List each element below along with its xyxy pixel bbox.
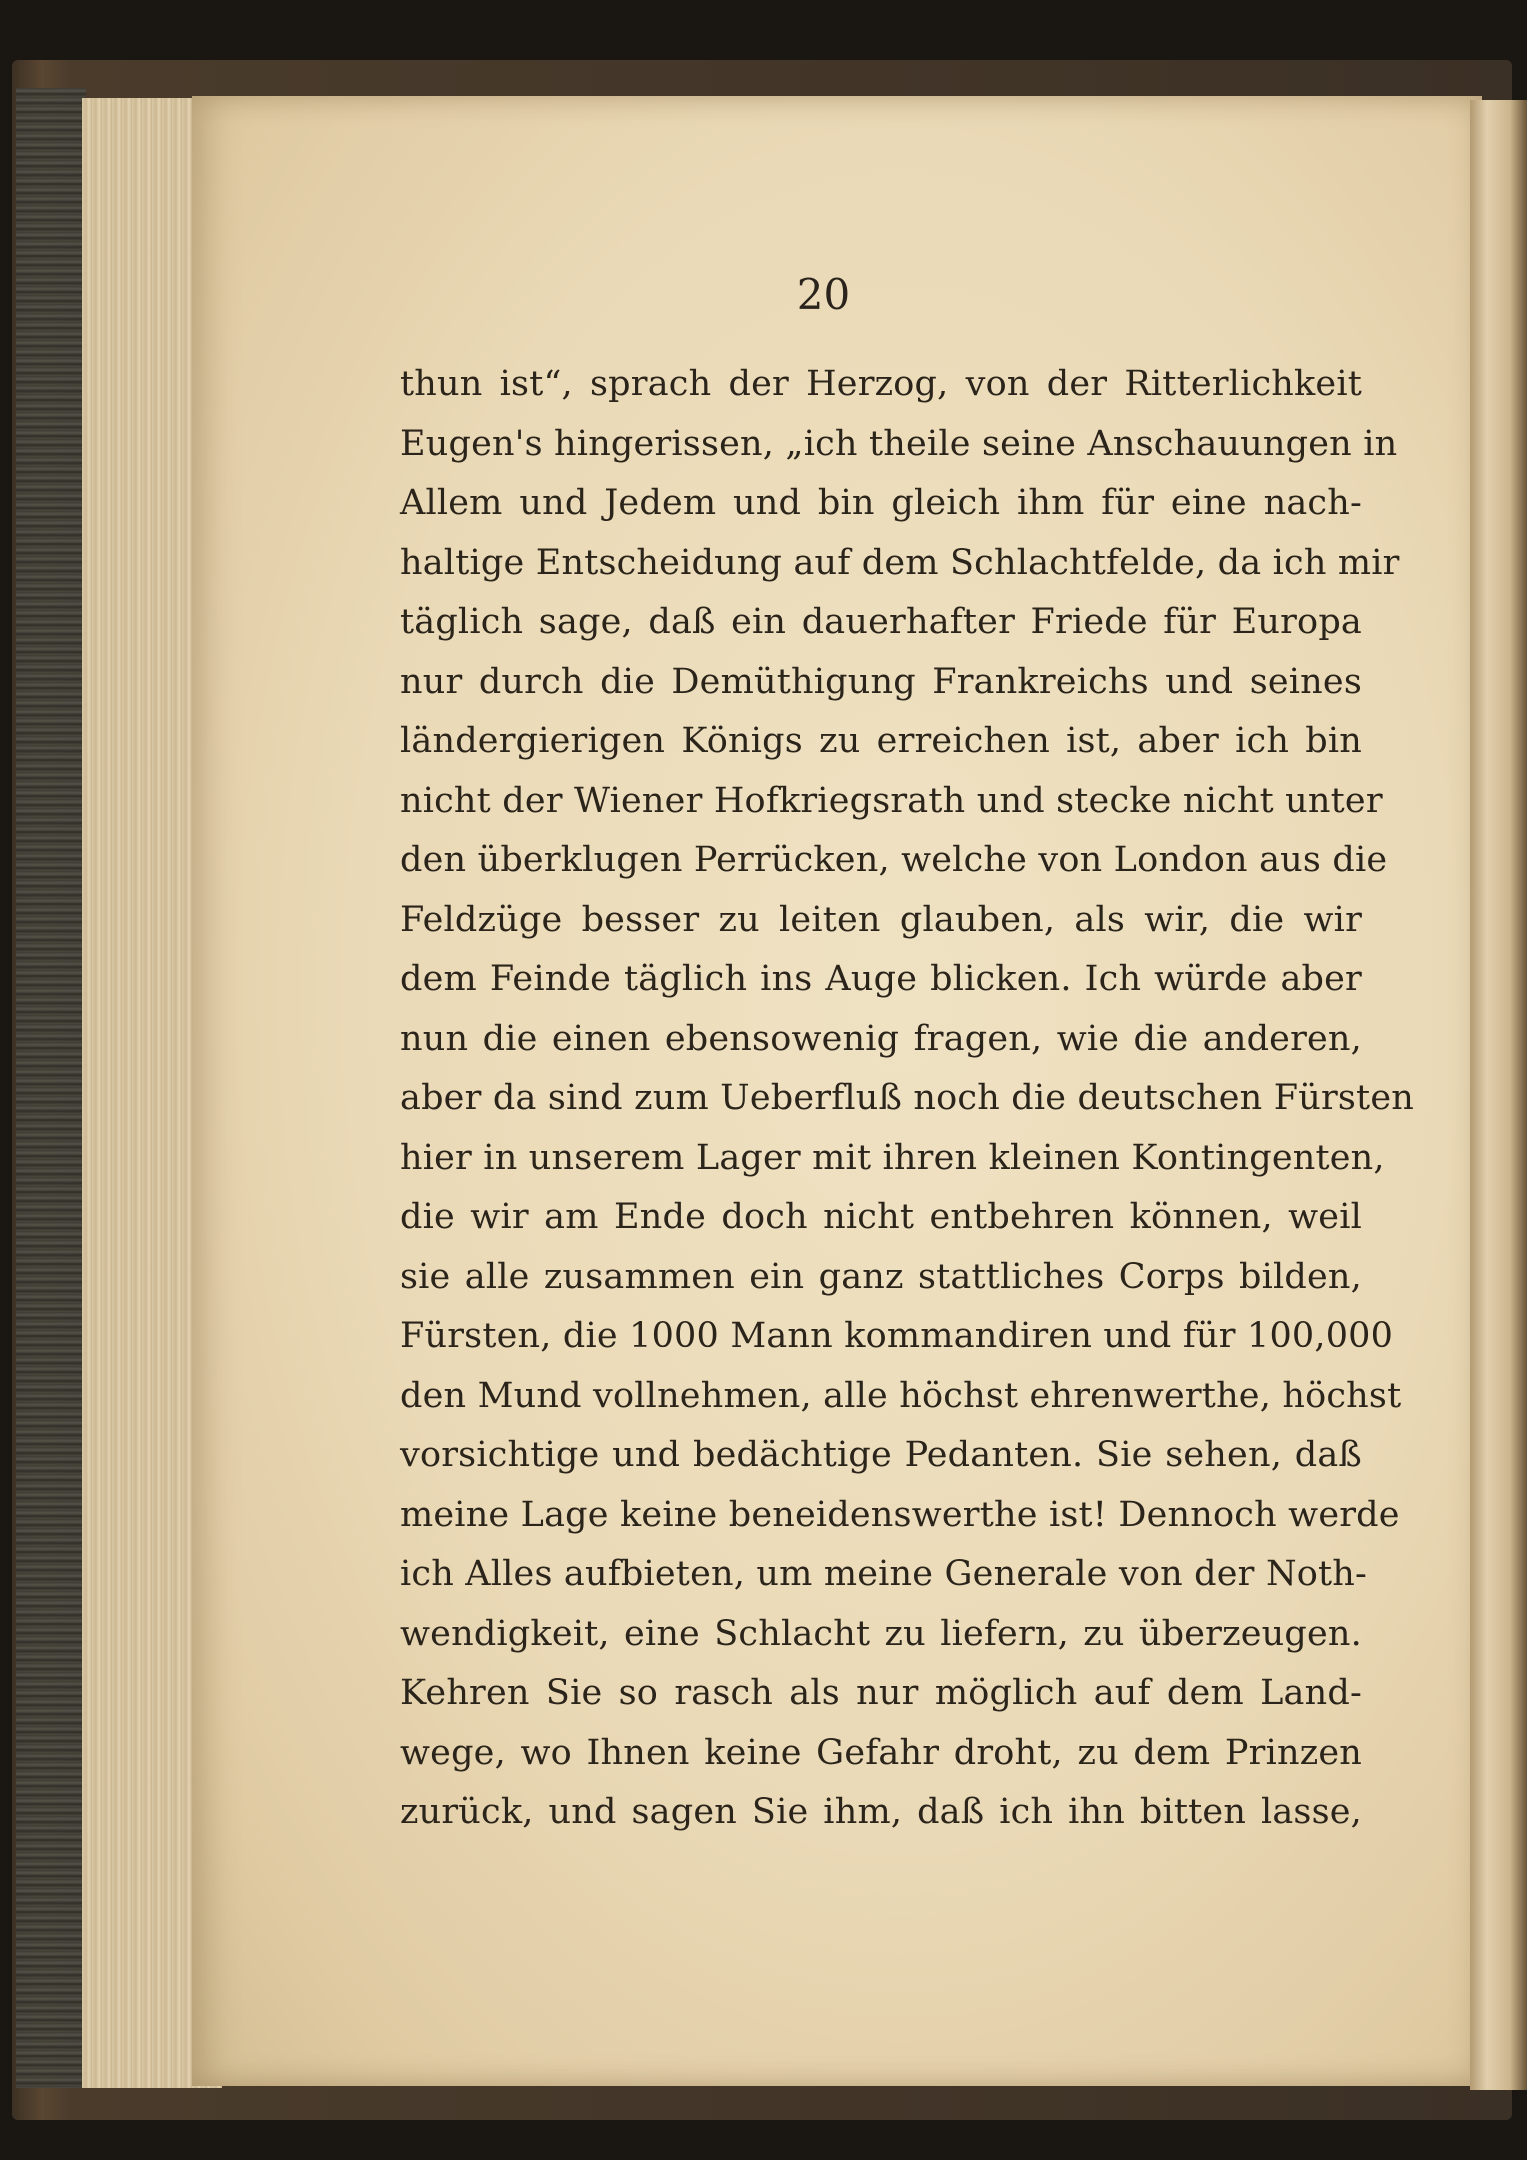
text-line: nicht der Wiener Hofkriegsrath und stecke nicht unter bbox=[400, 780, 1383, 821]
page-number: 20 bbox=[796, 270, 851, 319]
text-line: ich Alles aufbieten, um meine Generale von der Noth- bbox=[400, 1554, 1368, 1594]
text-line: den Mund vollnehmen, alle höchst ehrenwerthe, höchst bbox=[400, 1375, 1402, 1416]
text-line: täglich sage, daß ein dauerhafter Friede für Europa bbox=[400, 602, 1362, 642]
text-line: nun die einen ebensowenig fragen, wie die anderen, bbox=[400, 1018, 1362, 1059]
text-line: Eugen's hingerissen, „ich theile seine Anschauungen in bbox=[400, 423, 1398, 464]
opposite-page-edge bbox=[1470, 100, 1527, 2090]
text-line: vorsichtige und bedächtige Pedanten. Sie sehen, daß bbox=[400, 1435, 1362, 1475]
text-line: Fürsten, die 1000 Mann kommandiren und für 100,000 bbox=[400, 1316, 1394, 1356]
text-line: thun ist“, sprach der Herzog, von der Ritterlichkeit bbox=[400, 364, 1362, 404]
text-line: meine Lage keine beneidenswerthe ist! Dennoch werde bbox=[400, 1494, 1400, 1535]
text-line: haltige Entscheidung auf dem Schlachtfelde, da ich mir bbox=[400, 542, 1400, 583]
text-line: wege, wo Ihnen keine Gefahr droht, zu dem Prinzen bbox=[400, 1732, 1362, 1773]
text-line: Feldzüge besser zu leiten glauben, als wir, die wir bbox=[400, 899, 1362, 940]
text-line: sie alle zusammen ein ganz stattliches Corps bilden, bbox=[400, 1256, 1362, 1297]
text-line: die wir am Ende doch nicht entbehren können, weil bbox=[400, 1197, 1362, 1237]
text-line: dem Feinde täglich ins Auge blicken. Ich würde aber bbox=[400, 959, 1362, 999]
text-line: zurück, und sagen Sie ihm, daß ich ihn bitten lasse, bbox=[400, 1792, 1362, 1832]
text-line: hier in unserem Lager mit ihren kleinen Kontingenten, bbox=[400, 1137, 1385, 1178]
text-line: aber da sind zum Ueberfluß noch die deutschen Fürsten bbox=[400, 1078, 1414, 1118]
text-line: Kehren Sie so rasch als nur möglich auf dem Land- bbox=[400, 1673, 1362, 1713]
text-line: ländergierigen Königs zu erreichen ist, aber ich bin bbox=[400, 721, 1362, 761]
marbled-spine bbox=[16, 88, 86, 2088]
text-line: wendigkeit, eine Schlacht zu liefern, zu überzeugen. bbox=[400, 1613, 1362, 1654]
text-line: nur durch die Demüthigung Frankreichs und seines bbox=[400, 661, 1362, 702]
text-line: den überklugen Perrücken, welche von London aus die bbox=[400, 840, 1388, 880]
text-line: Allem und Jedem und bin gleich ihm für eine nach- bbox=[400, 483, 1362, 523]
page-body-text bbox=[400, 355, 1414, 1843]
